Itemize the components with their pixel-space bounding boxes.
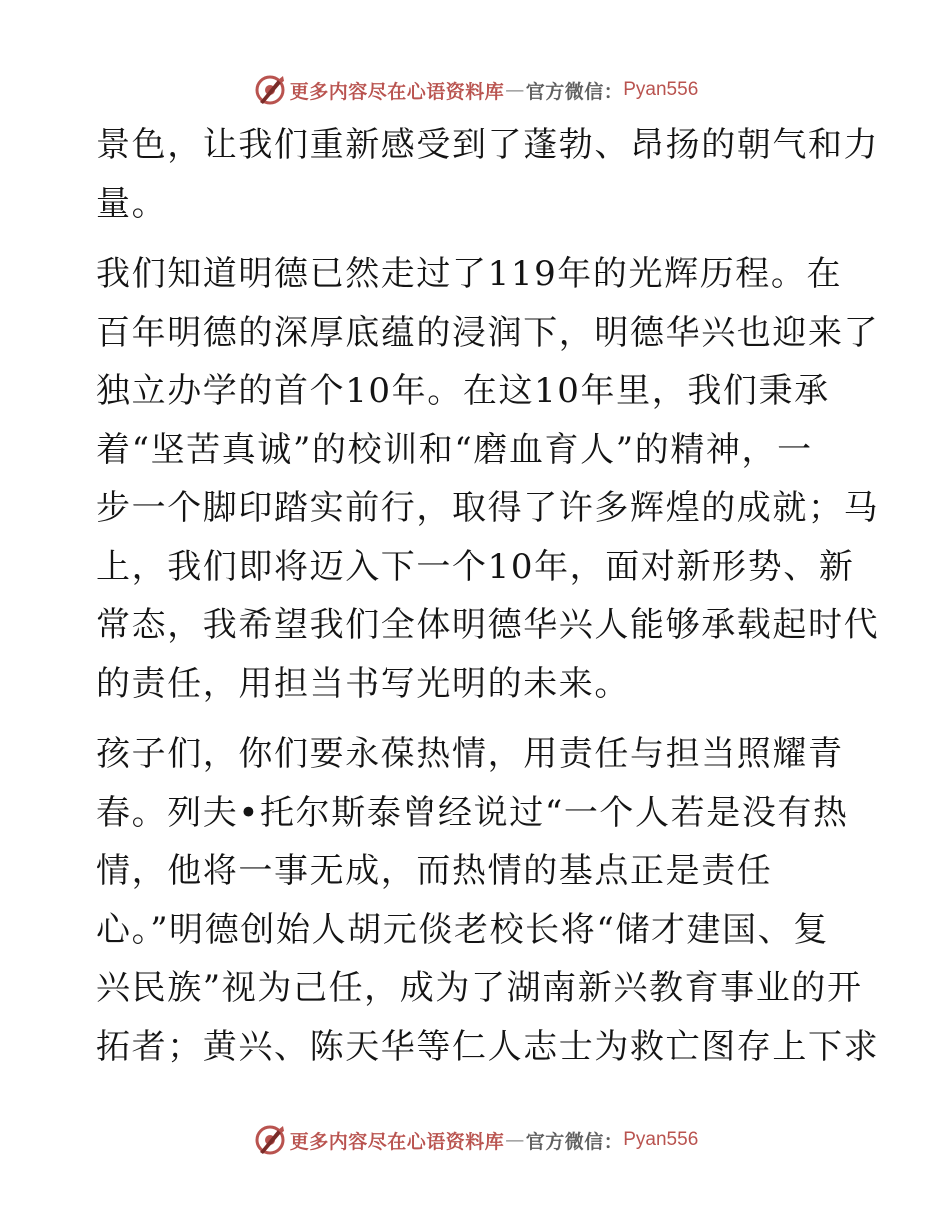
- text-line: 兴民族”视为己任，成为了湖南新兴教育事业的开: [96, 968, 863, 1008]
- watermark-site-text: 更多内容尽在心语资料库: [289, 80, 505, 103]
- text-line: 着“坚苦真诚”的校训和“磨血育人”的精神，一: [96, 429, 813, 470]
- paragraph: [96, 116, 880, 233]
- watermark-dash: —: [505, 1129, 525, 1151]
- watermark-official-label: 官方微信：: [525, 80, 624, 103]
- brand-logo-icon: [252, 1122, 288, 1158]
- text-line: 心。”明德创始人胡元倓老校长将“储才建国、复: [96, 909, 829, 950]
- paragraph: [96, 725, 880, 1076]
- text-line: 百年明德的深厚底蕴的浸润下，明德华兴也迎来了: [96, 312, 880, 353]
- header-watermark: [0, 68, 950, 112]
- text-line: 量。: [96, 183, 168, 224]
- text-line: 景色，让我们重新感受到了蓬勃、昂扬的朝气和力: [96, 125, 880, 165]
- text-line: 拓者；黄兴、陈天华等仁人志士为救亡图存上下求: [96, 1026, 880, 1067]
- text-line: 春。列夫•托尔斯泰曾经说过“一个人若是没有热: [96, 792, 849, 833]
- watermark-site-text: 更多内容尽在心语资料库: [289, 1130, 505, 1153]
- document-body: [96, 116, 880, 1076]
- paragraph: [96, 245, 880, 713]
- watermark-account-id: Pyan556: [623, 79, 699, 100]
- text-line: 我们知道明德已然走过了119年的光辉历程。在: [96, 254, 843, 294]
- footer-watermark: [0, 1118, 950, 1162]
- text-line: 孩子们，你们要永葆热情，用责任与担当照耀青: [96, 734, 844, 774]
- text-line: 常态，我希望我们全体明德华兴人能够承载起时代: [96, 605, 880, 645]
- watermark-official-label: 官方微信：: [525, 1130, 624, 1153]
- text-line: 步一个脚印踏实前行，取得了许多辉煌的成就；马: [96, 488, 880, 528]
- text-line: 独立办学的首个10年。在这10年里，我们秉承: [96, 371, 830, 411]
- watermark-dash: —: [505, 79, 525, 101]
- text-line: 情，他将一事无成，而热情的基点正是责任: [96, 851, 773, 891]
- watermark-account-id: Pyan556: [623, 1129, 699, 1150]
- text-line: 上，我们即将迈入下一个10年，面对新形势、新: [96, 546, 855, 587]
- text-line: 的责任，用担当书写光明的未来。: [96, 663, 630, 704]
- brand-logo-icon: [252, 72, 288, 108]
